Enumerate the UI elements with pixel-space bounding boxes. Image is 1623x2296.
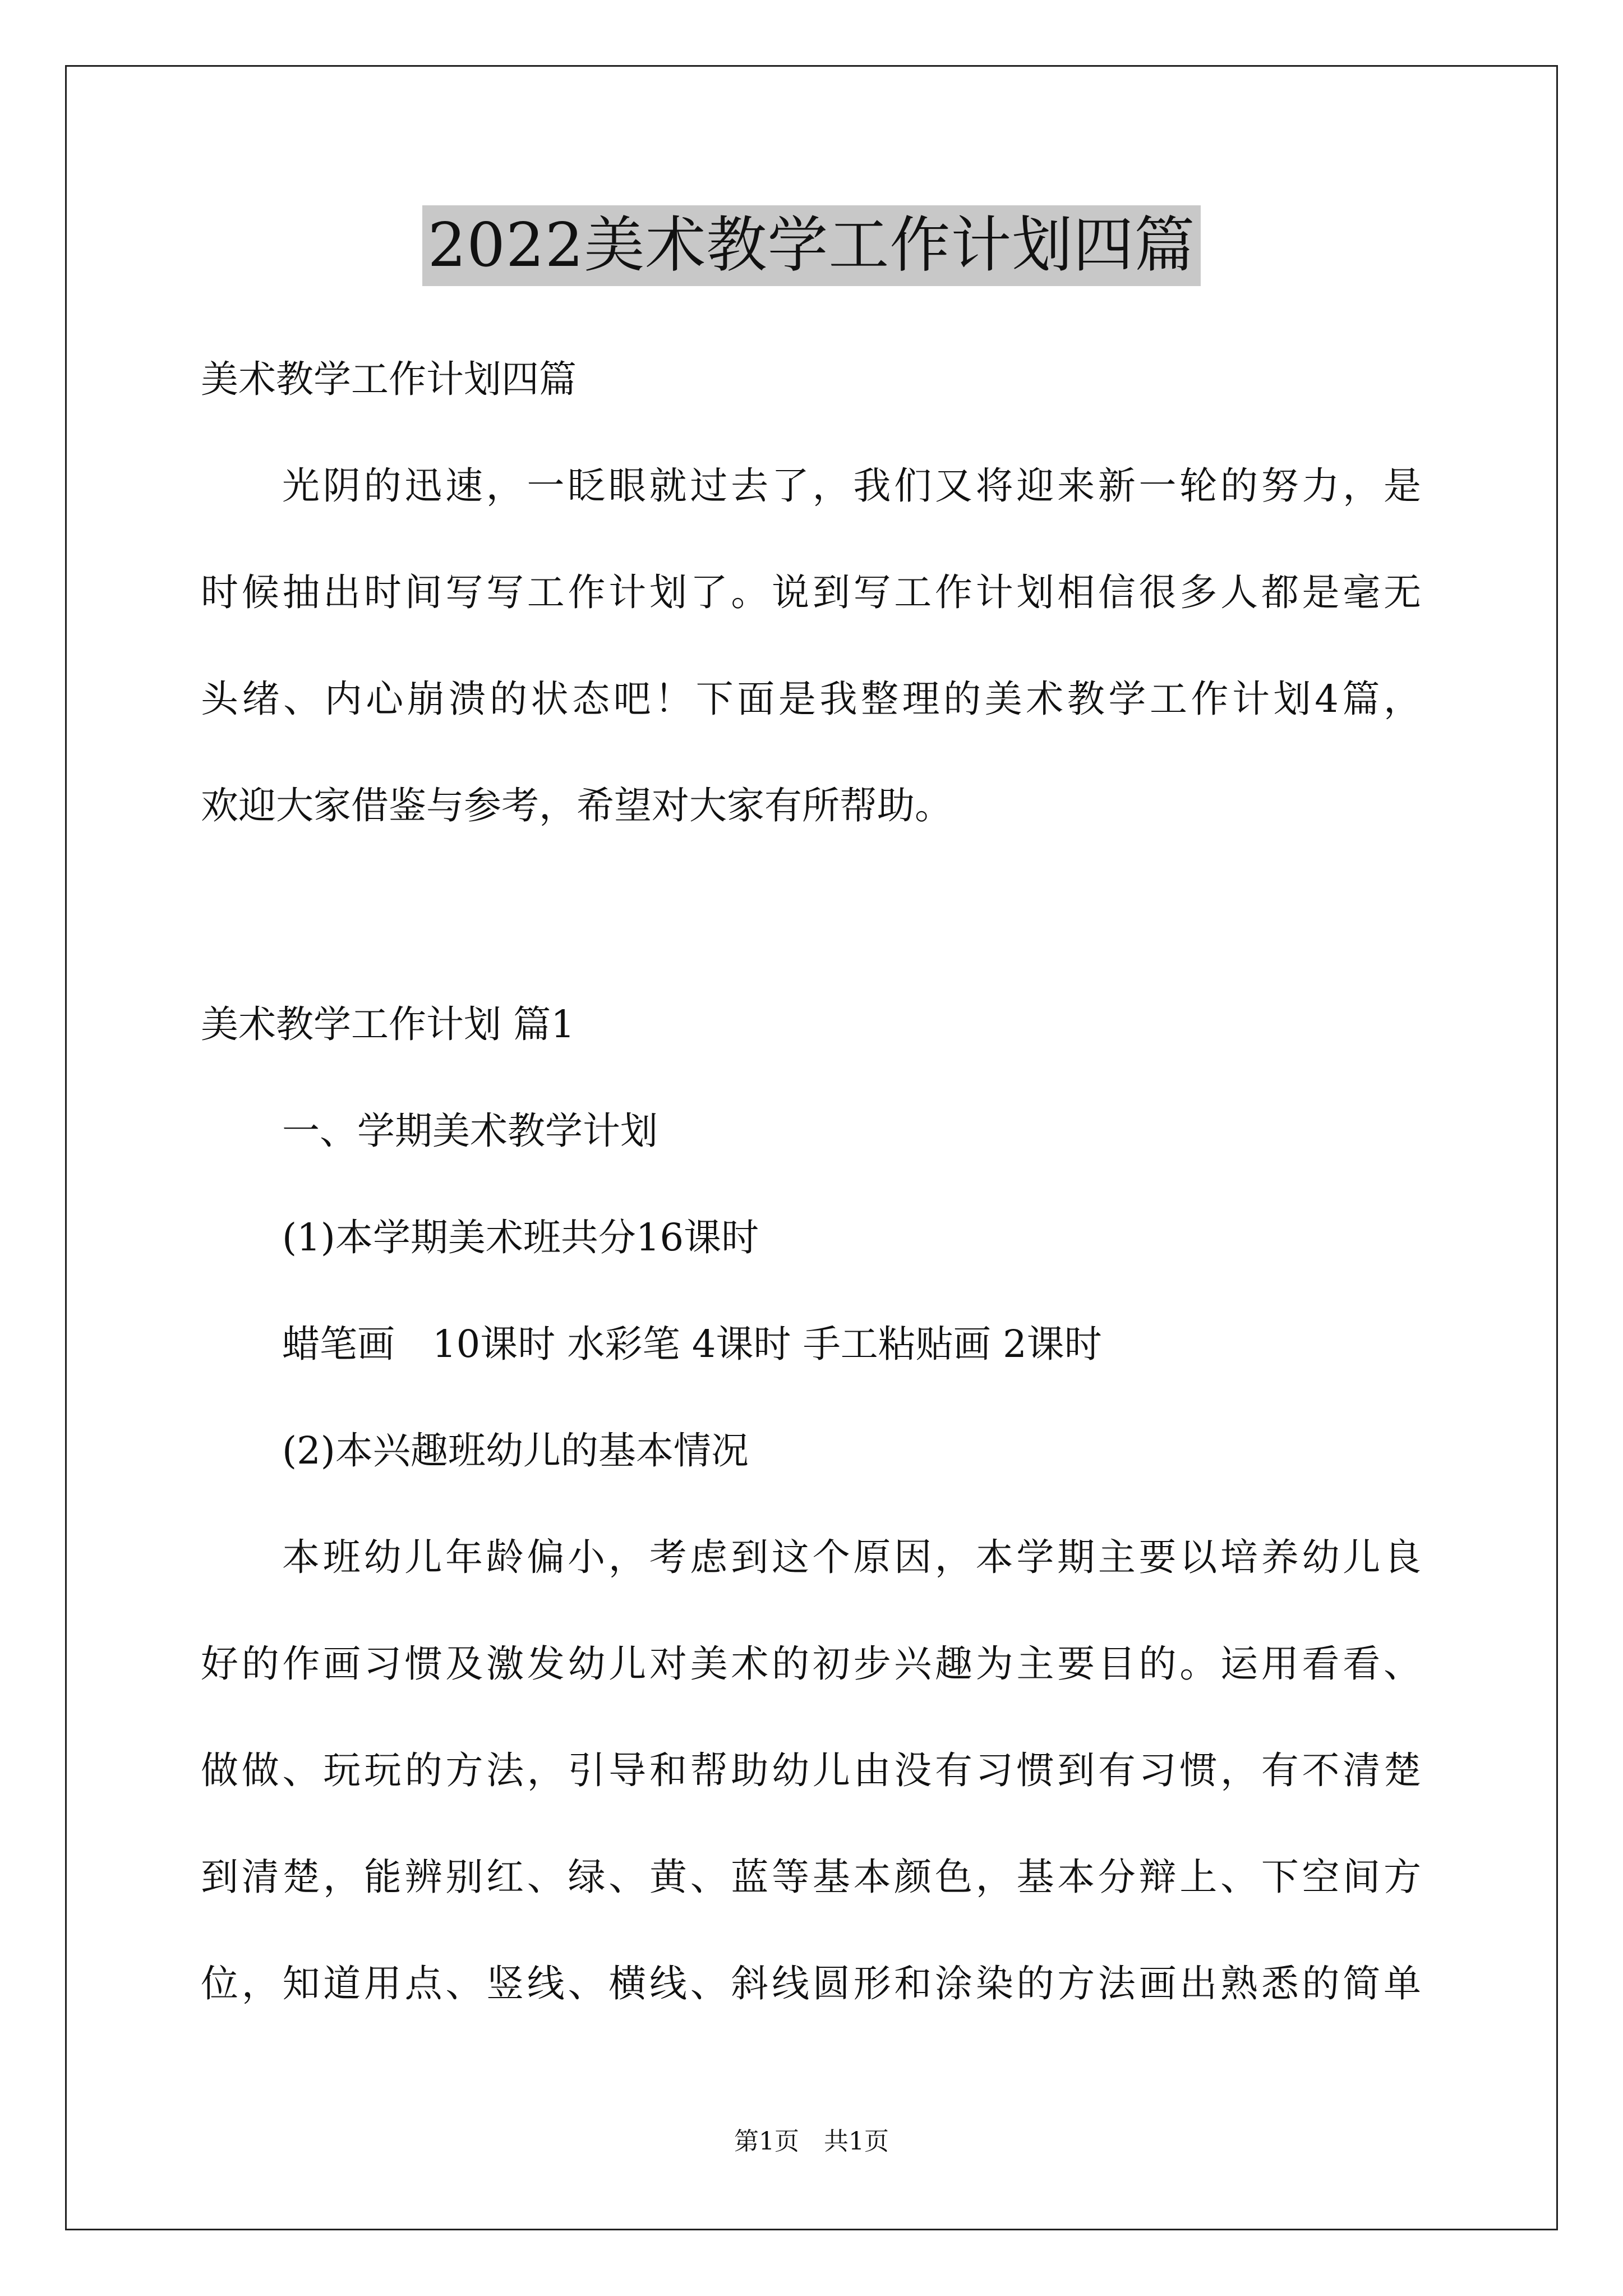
- intro-line-1: 光阴的迅速，一眨眼就过去了，我们又将迎来新一轮的努力，是: [282, 464, 1421, 508]
- page-footer: 第1页 共1页: [734, 2127, 889, 2156]
- section-item-4: (2)本兴趣班幼儿的基本情况: [282, 1429, 749, 1473]
- title-container: [0, 205, 1623, 286]
- body-line-3: 做做、玩玩的方法，引导和帮助幼儿由没有习惯到有习惯，有不清楚: [201, 1749, 1421, 1792]
- section-item-3: 蜡笔画 10课时 水彩笔 4课时 手工粘贴画 2课时: [282, 1322, 1102, 1366]
- intro-line-3: 头绪、内心崩溃的状态吧！下面是我整理的美术教学工作计划4篇，: [201, 677, 1421, 721]
- body-line-5: 位，知道用点、竖线、横线、斜线圆形和涂染的方法画出熟悉的简单: [201, 1962, 1421, 2005]
- body-line-1: 本班幼儿年龄偏小，考虑到这个原因，本学期主要以培养幼儿良: [282, 1535, 1421, 1579]
- section-item-2: (1)本学期美术班共分16课时: [282, 1216, 759, 1259]
- document-title: 2022美术教学工作计划四篇: [422, 205, 1201, 286]
- body-line-4: 到清楚，能辨别红、绿、黄、蓝等基本颜色，基本分辩上、下空间方: [201, 1855, 1421, 1899]
- intro-line-2: 时候抽出时间写写工作计划了。说到写工作计划相信很多人都是毫无: [201, 570, 1421, 614]
- document-subtitle: 美术教学工作计划四篇: [201, 357, 577, 401]
- section-heading: 美术教学工作计划 篇1: [201, 1002, 575, 1046]
- intro-line-4: 欢迎大家借鉴与参考，希望对大家有所帮助。: [201, 784, 952, 827]
- section-item-1: 一、学期美术教学计划: [282, 1109, 658, 1153]
- body-line-2: 好的作画习惯及激发幼儿对美术的初步兴趣为主要目的。运用看看、: [201, 1642, 1421, 1686]
